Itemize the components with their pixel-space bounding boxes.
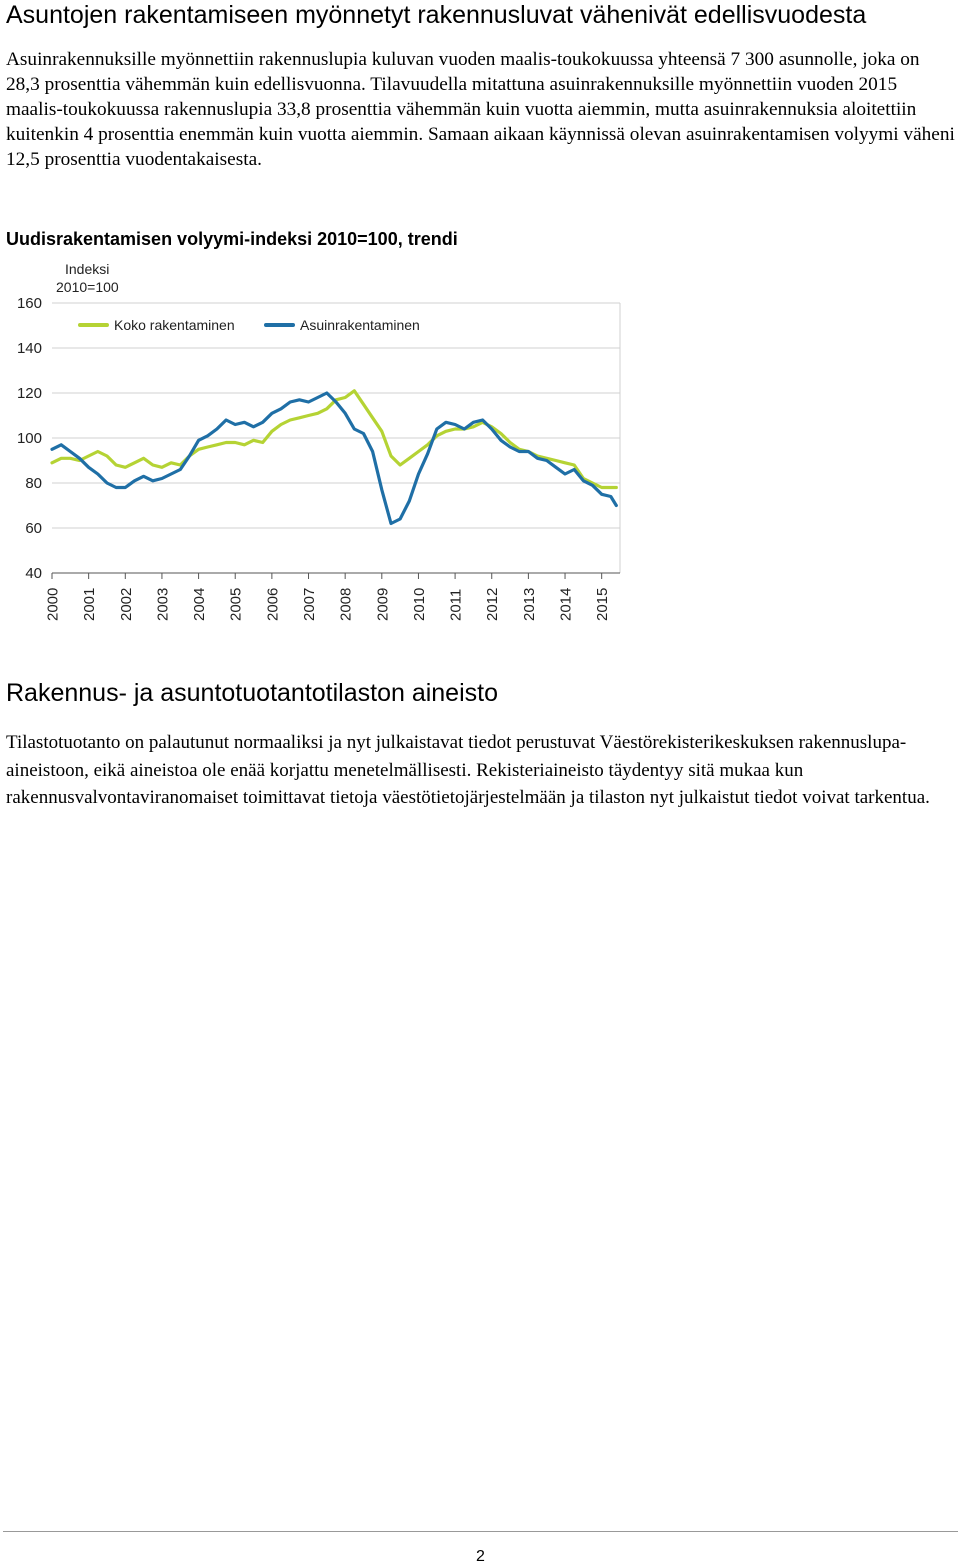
intro-paragraph: Asuinrakennuksille myönnettiin rakennuslupia kuluvan vuoden maalis-toukokuussa yhteensä 7 300 asunnolle, joka on 28,3 prosenttia vähemmän kuin edellisvuonna. Tilavuudella mitattuna asuinrakennuksille myönnettiin vuoden 2015 maalis-toukokuussa rakennuslupia 33,8 prosenttia vähemmän kuin vuotta aiemmin, mutta asuinrakennuksia aloitettiin kuitenkin 4 prosenttia enemmän kuin vuotta aiemmin. Samaan aikaan käynnissä olevan asuinrakentamisen volyymi väheni 12,5 prosenttia vuodentakaisesta. (6, 49, 955, 170)
y-tick-label: 40 (25, 565, 42, 582)
y-tick-label: 140 (16, 340, 42, 357)
section-heading: Rakennus- ja asuntotuotantotilaston aineisto (6, 679, 498, 707)
line-chart (0, 255, 640, 627)
y-axis-label-line2: 2010=100 (56, 279, 119, 295)
y-axis-label-line1: Indeksi (65, 261, 110, 277)
x-tick-label: 2007 (301, 587, 319, 621)
x-tick-label: 2009 (374, 587, 392, 621)
legend-label: Asuinrakentaminen (300, 317, 420, 333)
x-tick-label: 2003 (154, 587, 172, 621)
x-tick-label: 2014 (557, 587, 575, 621)
y-tick-label: 160 (16, 295, 42, 312)
series-line-asuinrakentaminen (52, 393, 616, 524)
x-tick-label: 2012 (484, 587, 502, 621)
page-number: 2 (476, 1548, 485, 1565)
section-paragraph: Tilastotuotanto on palautunut normaaliksi ja nyt julkaistavat tiedot perustuvat Väestörekisterikeskuksen rakennuslupa-aineistoon, eikä aineistoa ole enää korjattu menetelmällisesti. Rekisteriaineisto täydentyy sitä mukaa kun rakennusvalvontaviranomaiset toimittavat tietoja väestötietojärjestelmään ja tilaston nyt julkaistut tiedot voivat tarkentua. (6, 732, 930, 808)
chart-series (52, 391, 616, 524)
x-tick-label: 2008 (337, 587, 355, 621)
legend-label: Koko rakentaminen (114, 317, 235, 333)
x-tick-label: 2011 (447, 588, 465, 621)
x-tick-label: 2006 (264, 587, 282, 621)
x-tick-label: 2005 (227, 587, 245, 621)
x-tick-label: 2002 (117, 587, 135, 621)
y-tick-label: 120 (16, 385, 42, 402)
page-heading: Asuntojen rakentamiseen myönnetyt rakennusluvat vähenivät edellisvuodesta (6, 1, 867, 29)
x-tick-label: 2015 (594, 587, 612, 621)
y-tick-label: 60 (25, 520, 42, 537)
footer-divider (3, 1531, 958, 1532)
x-tick-label: 2013 (520, 587, 538, 621)
chart-legend (80, 317, 420, 333)
y-tick-label: 80 (25, 475, 42, 492)
x-tick-label: 2001 (81, 587, 99, 621)
chart-grid (52, 303, 620, 573)
x-tick-label: 2010 (410, 587, 428, 621)
y-tick-label: 100 (16, 430, 42, 447)
series-line-koko-rakentaminen (52, 391, 616, 488)
chart-title: Uudisrakentamisen volyymi-indeksi 2010=100, trendi (6, 229, 458, 249)
x-tick-label: 2000 (44, 587, 62, 621)
x-tick-label: 2004 (191, 587, 209, 621)
